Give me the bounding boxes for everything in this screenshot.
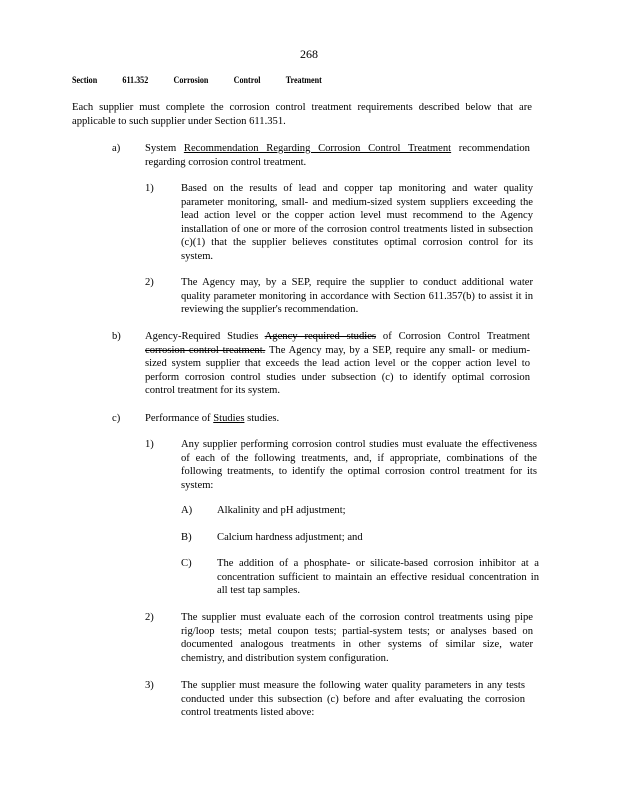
- item-b-mid: of Corrosion Control Treatment: [382, 331, 530, 342]
- item-a-inserted-text: Recommendation Regarding Corrosion Control Treatment: [183, 143, 452, 154]
- intro-paragraph: Each supplier must complete the corrosion control treatment requirements described below that are applicable to such supplier under Section 611.351.: [72, 102, 532, 127]
- item-a1-text: Based on the results of lead and copper tap monitoring and water quality parameter monitoring, small- and medium-sized system suppliers exceeding the lead action level or the copper action level must recommend to the Agency installation of one or more of the corrosion control treatments listed in subsection (c)(1) that the supplier believes constitutes optimal corrosion control for its system.: [181, 183, 533, 262]
- section-label: Section: [72, 75, 98, 85]
- item-b-pre: Agency-Required Studies: [145, 331, 259, 342]
- section-title-word-3: Treatment: [285, 75, 322, 85]
- treatment-c-text: The addition of a phosphate- or silicate-based corrosion inhibitor at a concentration sufficient to maintain an effective residual concentration in all test tap samples.: [217, 558, 539, 597]
- item-c-label: c): [112, 413, 121, 424]
- item-a-text: [145, 142, 530, 169]
- item-c3-label: 3): [145, 680, 154, 691]
- section-heading: [72, 74, 322, 88]
- treatment-c-label: C): [181, 558, 192, 569]
- item-a1-label: 1): [145, 183, 154, 194]
- item-c-pre: Performance of: [145, 413, 211, 424]
- item-b-label: b): [112, 331, 121, 342]
- page-number: 268: [300, 47, 318, 61]
- item-c2-text: The supplier must evaluate each of the corrosion control treatments using pipe rig/loop tests; metal coupon tests; partial-system tests; or analyses based on documented analogous treatments in other systems of similar size, water chemistry, and distribution system configuration.: [181, 612, 533, 664]
- item-b-deleted-text-1: Agency required studies: [264, 331, 377, 342]
- item-c-post: studies.: [247, 413, 280, 424]
- item-c2-label: 2): [145, 612, 154, 623]
- section-title-word-1: Corrosion: [173, 75, 209, 85]
- treatment-b-text: Calcium hardness adjustment; and: [217, 532, 363, 543]
- item-c3-text: The supplier must measure the following water quality parameters in any tests conducted under this subsection (c) before and after evaluating the corrosion control treatments listed above:: [181, 680, 525, 719]
- section-number: 611.352: [122, 75, 149, 85]
- item-c-inserted-text: Studies: [213, 413, 245, 424]
- item-c-text: [145, 412, 530, 426]
- item-c1-text: Any supplier performing corrosion control studies must evaluate the effectiveness of each of the following treatments, and, if appropriate, combinations of the following treatments, to identify the optimal corrosion control treatment for its system:: [181, 439, 537, 491]
- item-b-text: [145, 330, 530, 398]
- treatment-a-text: Alkalinity and pH adjustment;: [217, 505, 346, 516]
- item-a-pre: System: [145, 143, 177, 154]
- item-b-deleted-text-2: corrosion control treatment.: [145, 344, 266, 356]
- item-b-post: The Agency may, by a SEP, require any small- or medium-sized system supplier that exceeds the lead action level or the copper action level to perform corrosion control studies under subsection (c) to identify optimal corrosion control treatment for its system.: [145, 344, 530, 397]
- item-a2-text: The Agency may, by a SEP, require the supplier to conduct additional water quality parameter monitoring in accordance with Section 611.357(b) to assist it in reviewing the supplier's recommendation.: [181, 277, 533, 316]
- item-a-post: recommendation regarding corrosion control treatment.: [145, 143, 530, 168]
- item-a2-label: 2): [145, 277, 154, 288]
- item-a-label: a): [112, 143, 121, 154]
- treatment-a-label: A): [181, 505, 193, 516]
- item-c1-label: 1): [145, 439, 154, 450]
- treatment-b-label: B): [181, 532, 192, 543]
- section-title-word-2: Control: [233, 75, 261, 85]
